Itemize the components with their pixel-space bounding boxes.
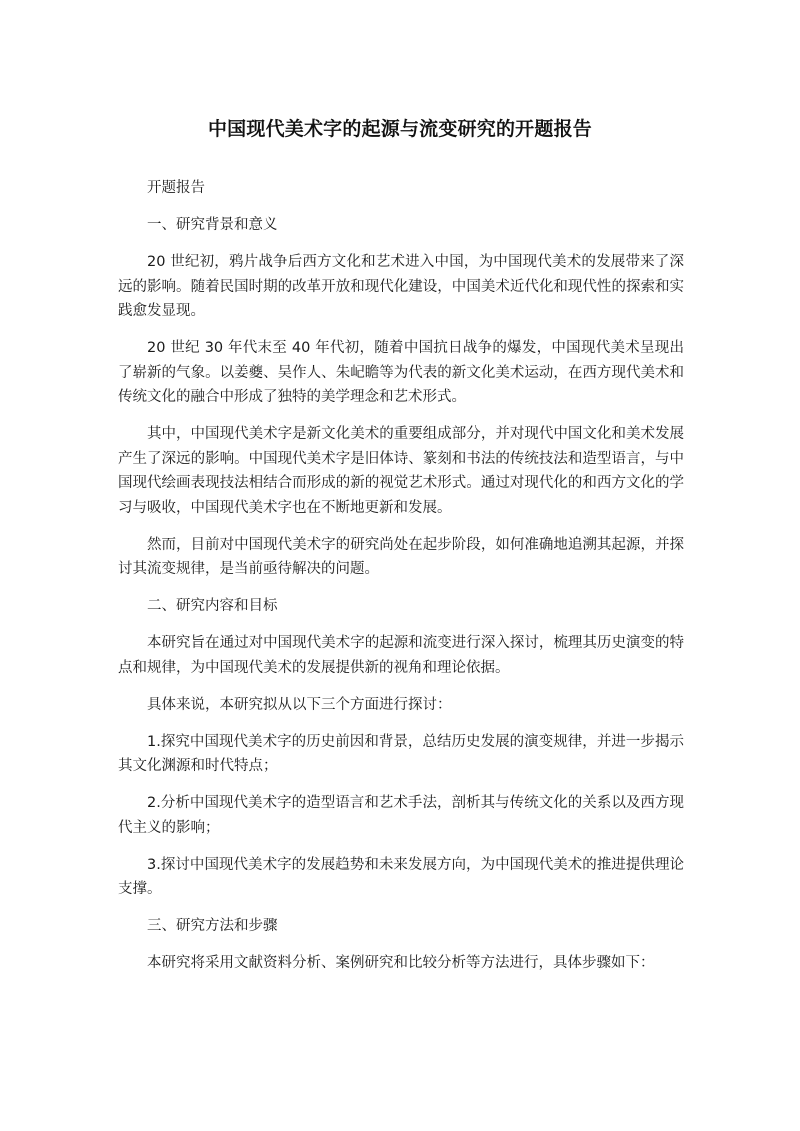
document-title: 中国现代美术字的起源与流变研究的开题报告 xyxy=(207,118,592,140)
paragraph: 本研究旨在通过对中国现代美术字的起源和流变进行深入探讨，梳理其历史演变的特点和规律，为中国现代美术的发展提供新的视角和理论依据。 xyxy=(118,635,684,676)
section-heading-background: 一、研究背景和意义 xyxy=(147,217,278,233)
paragraph: 然而，目前对中国现代美术字的研究尚处在起步阶段，如何准确地追溯其起源，并探讨其流变规律，是当前亟待解决的问题。 xyxy=(118,536,684,577)
section-heading-methods: 三、研究方法和步骤 xyxy=(147,918,278,934)
paragraph: 20 世纪 30 年代末至 40 年代初，随着中国抗日战争的爆发，中国现代美术呈现出了崭新的气象。以姜夔、吴作人、朱屺瞻等为代表的新文化美术运动，在西方现代美术和传统文化的融合中形成了独特的美学理念和艺术形式。 xyxy=(118,340,684,405)
section-heading-content: 二、研究内容和目标 xyxy=(147,598,278,614)
section-label-report: 开题报告 xyxy=(147,180,205,196)
list-item: 1.探究中国现代美术字的历史前因和背景，总结历史发展的演变规律，并进一步揭示其文化渊源和时代特点； xyxy=(118,733,684,774)
list-item: 3.探讨中国现代美术字的发展趋势和未来发展方向，为中国现代美术的推进提供理论支撑。 xyxy=(118,856,684,897)
paragraph: 其中，中国现代美术字是新文化美术的重要组成部分，并对现代中国文化和美术发展产生了深远的影响。中国现代美术字是旧体诗、篆刻和书法的传统技法和造型语言，与中国现代绘画表现技法相结合而形成的新的视觉艺术形式。通过对现代化的和西方文化的学习与吸收，中国现代美术字也在不断地更新和发展。 xyxy=(118,426,684,516)
paragraph: 具体来说，本研究拟从以下三个方面进行探讨： xyxy=(147,696,452,713)
paragraph: 本研究将采用文献资料分析、案例研究和比较分析等方法进行，具体步骤如下： xyxy=(147,955,655,971)
paragraph: 20 世纪初，鸦片战争后西方文化和艺术进入中国，为中国现代美术的发展带来了深远的影响。随着民国时期的改革开放和现代化建设，中国美术近代化和现代性的探索和实践愈发显现。 xyxy=(118,254,684,319)
list-item: 2.分析中国现代美术字的造型语言和艺术手法，剖析其与传统文化的关系以及西方现代主义的影响； xyxy=(118,795,684,836)
document-body xyxy=(118,176,684,988)
